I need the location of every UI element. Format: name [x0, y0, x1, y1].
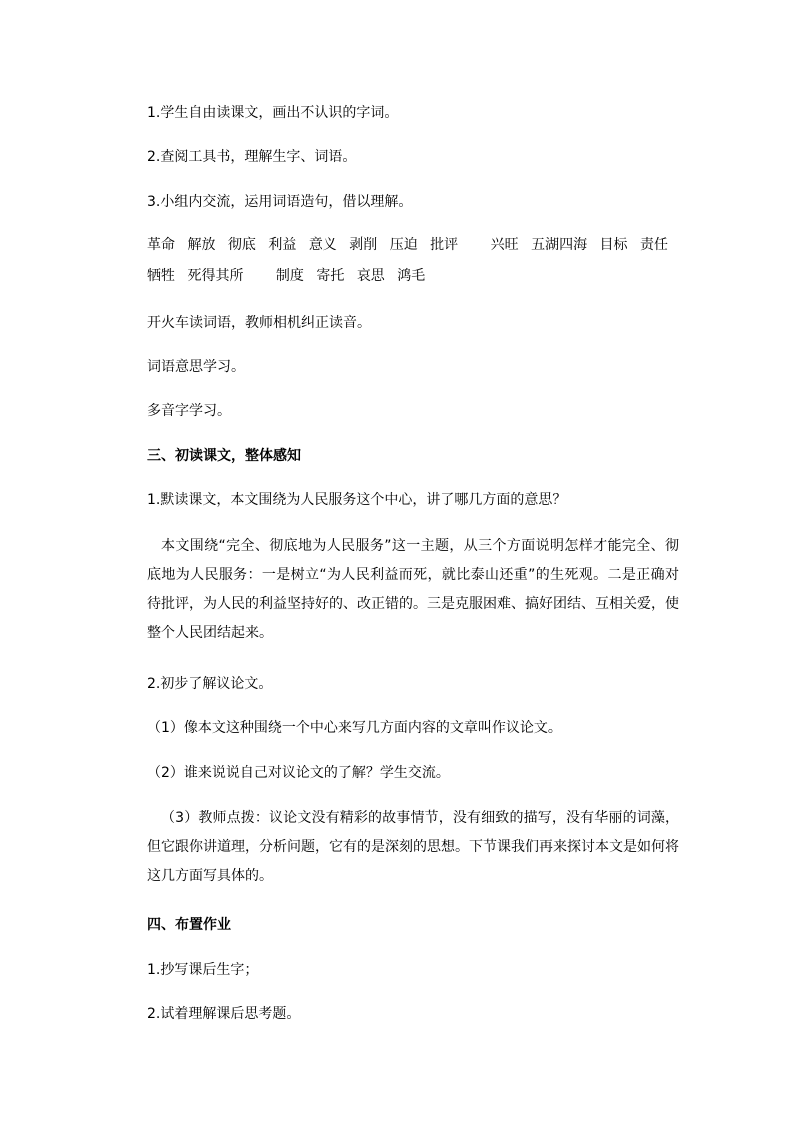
word: 革命 — [147, 237, 175, 253]
homework-1: 1.抄写课后生字； — [147, 962, 259, 978]
homework-2: 2.试着理解课后思考题。 — [147, 1006, 301, 1022]
word: 寄托 — [316, 268, 345, 284]
section-heading-4: 四、布置作业 — [147, 917, 231, 933]
section-heading-3: 三、初读课文，整体感知 — [147, 448, 301, 464]
word-row-1 — [147, 230, 687, 261]
step-1: 1.学生自由读课文，画出不认识的字词。 — [147, 105, 399, 121]
word-list — [147, 230, 687, 292]
word: 兴旺 — [490, 237, 519, 253]
word: 意义 — [308, 237, 337, 253]
word-reading: 开火车读词语，教师相机纠正读音。 — [147, 315, 371, 331]
question-1: 1.默读课文，本文围绕为人民服务这个中心，讲了哪几方面的意思？ — [147, 492, 567, 508]
word: 哀思 — [356, 268, 385, 284]
sub-point-3: （3）教师点拨：议论文没有精彩的故事情节，没有细致的描写，没有华丽的词藻，但它跟你讲道理，分析问题，它有的是深刻的思想。下节课我们再来探讨本文是如何将这几方面写具体的。 — [147, 810, 679, 884]
step-2: 2.查阅工具书，理解生字、词语。 — [147, 149, 357, 165]
word: 利益 — [268, 237, 297, 253]
answer-paragraph: 本文围绕“完全、彻底地为人民服务”这一主题，从三个方面说明怎样才能完全、彻底地为人民服务：一是树立“为人民利益而死，就比泰山还重”的生死观。二是正确对待批评，为人民的利益坚持好的、改正错的。三是克服困难、搞好团结、互相关爱，使整个人民团结起来。 — [147, 538, 679, 641]
word: 五湖四海 — [531, 237, 588, 253]
word: 彻底 — [227, 237, 256, 253]
word: 牺牲 — [147, 268, 175, 284]
polyphone: 多音字学习。 — [147, 403, 231, 419]
word-row-2 — [147, 261, 687, 292]
word: 责任 — [639, 237, 668, 253]
word: 目标 — [599, 237, 628, 253]
step-understand: 2.初步了解议论文。 — [147, 676, 273, 692]
word-meaning: 词语意思学习。 — [147, 359, 245, 375]
sub-point-1: （1）像本文这种围绕一个中心来写几方面内容的文章叫作议论文。 — [147, 720, 562, 736]
step-3: 3.小组内交流，运用词语造句，借以理解。 — [147, 194, 413, 210]
word: 压迫 — [389, 237, 418, 253]
word: 解放 — [187, 237, 216, 253]
sub-point-2: （2）谁来说说自己对议论文的了解？学生交流。 — [147, 765, 450, 781]
word: 制度 — [275, 268, 304, 284]
word: 鸿毛 — [397, 268, 426, 284]
word: 批评 — [430, 237, 459, 253]
word: 剥削 — [349, 237, 378, 253]
word: 死得其所 — [187, 268, 244, 284]
